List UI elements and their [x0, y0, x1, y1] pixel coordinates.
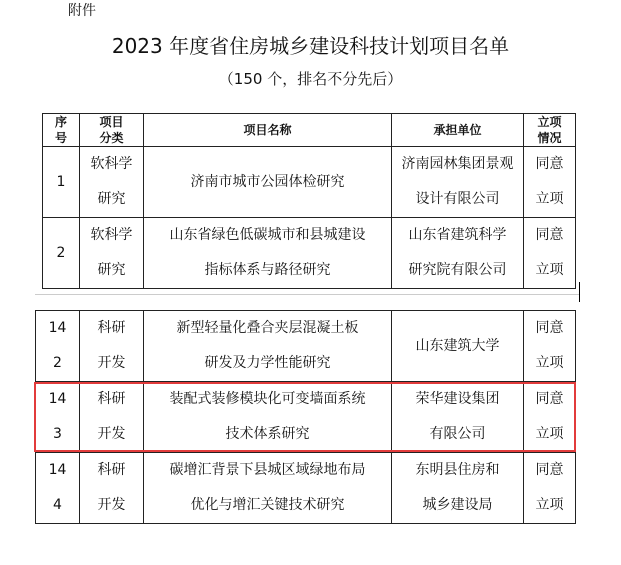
- cell-status: 同意 立项: [524, 311, 576, 382]
- project-table-bottom: [35, 310, 576, 524]
- col-header-status: 立项 情况: [524, 114, 576, 147]
- col-header-unit: 承担单位: [392, 114, 524, 147]
- cell-unit: 东明县住房和 城乡建设局: [392, 453, 524, 524]
- cell-name: 装配式装修模块化可变墙面系统 技术体系研究: [144, 382, 392, 453]
- col-header-category: 项目 分类: [80, 114, 144, 147]
- project-table-top: [42, 113, 576, 289]
- attachment-label: 附件: [68, 3, 96, 19]
- cell-name: 济南市城市公园体检研究: [144, 147, 392, 218]
- cell-no: 1: [43, 147, 80, 218]
- cell-no: 14 3: [36, 382, 80, 453]
- cell-status: 同意 立项: [524, 147, 576, 218]
- cell-name: 新型轻量化叠合夹层混凝土板 研发及力学性能研究: [144, 311, 392, 382]
- col-header-no: 序 号: [43, 114, 80, 147]
- cell-unit: 济南园林集团景观 设计有限公司: [392, 147, 524, 218]
- col-header-name: 项目名称: [144, 114, 392, 147]
- cell-unit: 山东建筑大学: [392, 311, 524, 382]
- document-subtitle: （150 个，排名不分先后）: [218, 70, 403, 88]
- cell-no: 14 2: [36, 311, 80, 382]
- cell-category: 科研 开发: [80, 382, 144, 453]
- cell-name: 山东省绿色低碳城市和县城建设 指标体系与路径研究: [144, 218, 392, 289]
- cell-category: 科研 开发: [80, 453, 144, 524]
- cell-category: 软科学 研究: [80, 147, 144, 218]
- cell-unit: 山东省建筑科学 研究院有限公司: [392, 218, 524, 289]
- cell-category: 软科学 研究: [80, 218, 144, 289]
- table-row: [43, 218, 576, 289]
- table-row: [43, 147, 576, 218]
- page-break-divider: [35, 294, 580, 295]
- document-title: 2023 年度省住房城乡建设科技计划项目名单: [111, 34, 510, 58]
- table-row: [36, 453, 576, 524]
- cell-name: 碳增汇背景下县城区域绿地布局 优化与增汇关键技术研究: [144, 453, 392, 524]
- cell-unit: 荣华建设集团 有限公司: [392, 382, 524, 453]
- cell-category: 科研 开发: [80, 311, 144, 382]
- cell-status: 同意 立项: [524, 218, 576, 289]
- table-row: [36, 311, 576, 382]
- cell-status: 同意 立项: [524, 453, 576, 524]
- text-cursor: [579, 282, 580, 302]
- cell-no: 2: [43, 218, 80, 289]
- table-row: [36, 382, 576, 453]
- table-header-row: [43, 114, 576, 147]
- cell-no: 14 4: [36, 453, 80, 524]
- cell-status: 同意 立项: [524, 382, 576, 453]
